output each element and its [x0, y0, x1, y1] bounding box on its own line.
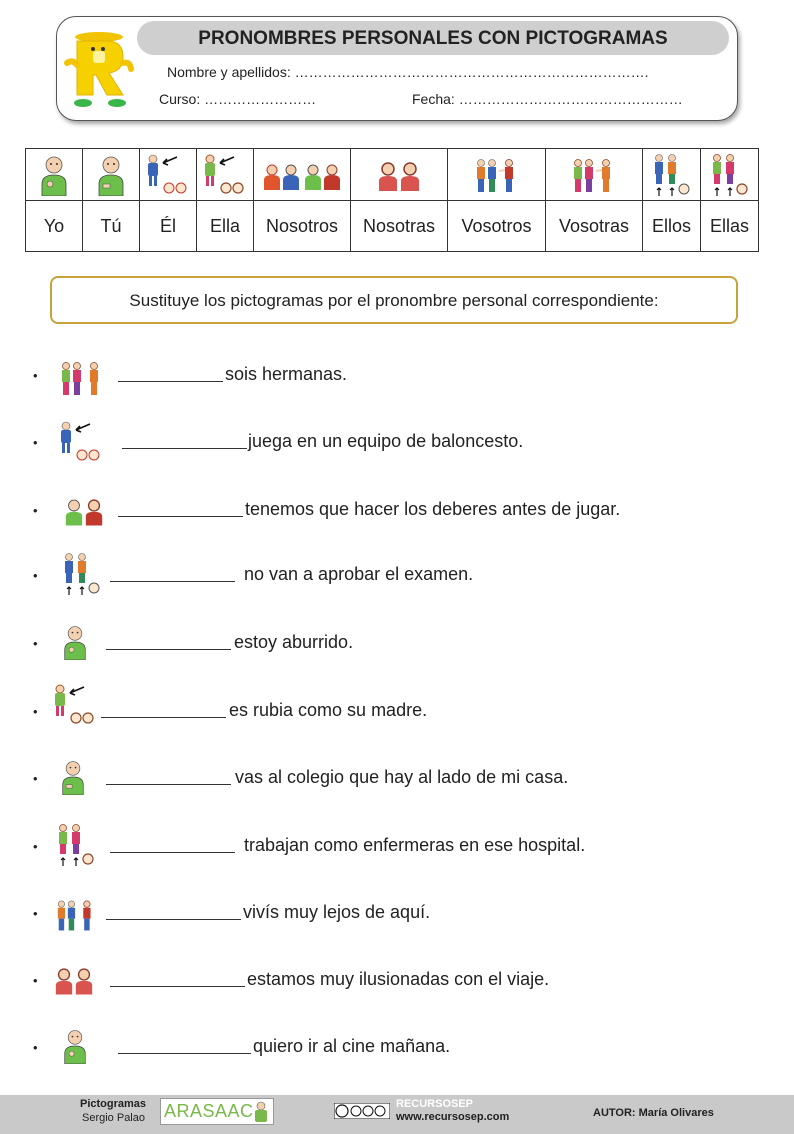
exercise-item: [0, 963, 794, 1003]
name-field[interactable]: Nombre y apellidos: ………………………………………………………………….: [167, 64, 649, 80]
pronoun-cell: [254, 149, 351, 201]
bullet: •: [33, 839, 38, 854]
date-field[interactable]: Fecha: …………………………………………: [412, 91, 683, 107]
pronoun-label: Vosotros: [448, 201, 546, 252]
exercise-item: [0, 493, 794, 533]
header-card: [56, 16, 738, 121]
author-credit: AUTOR: María Olivares: [593, 1107, 714, 1119]
pronoun-label: Nosotros: [254, 201, 351, 252]
exercise-item: [0, 558, 794, 598]
sentence-text: estamos muy ilusionadas con el viaje.: [247, 969, 550, 989]
pronoun-cell: [448, 149, 546, 201]
pronoun-label-row: [26, 201, 759, 252]
boy-pointing-self-icon: [62, 1028, 88, 1064]
boy-pointing-you-icon: [96, 154, 126, 196]
exercise-item: [0, 896, 794, 936]
you-plural-masculine-icon: [475, 158, 519, 192]
pronoun-cell: [351, 149, 448, 201]
boy-pointed-at-icon: [145, 154, 191, 196]
sentence-text: estoy aburrido.: [234, 632, 354, 652]
answer-blank[interactable]: [118, 516, 243, 517]
pronoun-picto-row: [26, 149, 759, 201]
pronoun-cell: [546, 149, 643, 201]
exercise-item: [0, 1030, 794, 1070]
sentence-text: no van a aprobar el examen.: [244, 564, 474, 584]
we-feminine-icon: [377, 159, 421, 191]
arasaac-mascot-icon: [252, 1101, 270, 1122]
course-field[interactable]: Curso: ……………………: [159, 91, 317, 107]
we-masculine-icon: [262, 160, 342, 190]
bullet: •: [33, 568, 38, 583]
you-plural-feminine-icon: [572, 158, 616, 192]
girl-pointed-at-icon: [202, 154, 248, 196]
sentence-text: sois hermanas.: [225, 364, 348, 384]
pronoun-label: Ellas: [701, 201, 759, 252]
pronoun-label: Ellos: [643, 201, 701, 252]
bullet: •: [33, 704, 38, 719]
they-masculine-icon: [652, 153, 692, 197]
pronoun-cell: [83, 149, 140, 201]
answer-blank[interactable]: [110, 581, 235, 582]
bullet: •: [33, 368, 38, 383]
pictos-author: Sergio Palao: [82, 1112, 145, 1124]
exercise-item: [0, 425, 794, 465]
exercise-item: [0, 829, 794, 869]
pronoun-cell: [701, 149, 759, 201]
bullet: •: [33, 636, 38, 651]
arasaac-logo: [160, 1098, 274, 1125]
answer-blank[interactable]: [110, 852, 235, 853]
pictos-label: Pictogramas: [80, 1098, 147, 1110]
girl-pointed-at-icon: [52, 684, 98, 726]
answer-blank[interactable]: [122, 448, 247, 449]
sentence-text: es rubia como su madre.: [229, 700, 428, 720]
pronoun-label: Nosotras: [351, 201, 448, 252]
exercise-item: [0, 626, 794, 666]
sentence-text: vivís muy lejos de aquí.: [243, 902, 431, 922]
they-feminine-icon: [56, 823, 96, 867]
arasaac-text: ARASAAC: [164, 1101, 254, 1121]
pronoun-label: Vosotras: [546, 201, 643, 252]
bullet: •: [33, 503, 38, 518]
bullet: •: [33, 906, 38, 921]
site-name: RECURSOSEP: [396, 1098, 474, 1110]
they-masculine-icon: [62, 552, 102, 596]
answer-blank[interactable]: [106, 919, 241, 920]
site-url[interactable]: www.recursosep.com: [396, 1111, 510, 1123]
sentence-text: juega en un equipo de baloncesto.: [248, 431, 524, 451]
pronoun-cell: [26, 149, 83, 201]
boy-pointing-self-icon: [62, 624, 88, 660]
you-plural-feminine-icon: [60, 360, 104, 396]
sentence-text: trabajan como enfermeras en ese hospital.: [244, 835, 586, 855]
bullet: •: [33, 435, 38, 450]
pronoun-label: Yo: [26, 201, 83, 252]
page-title: PRONOMBRES PERSONALES CON PICTOGRAMAS: [137, 21, 729, 55]
instruction-box: Sustituye los pictogramas por el pronombre personal correspondiente:: [50, 276, 738, 324]
footer-bar: [0, 1095, 794, 1134]
we-masculine-icon: [64, 495, 104, 527]
pronoun-cell: [197, 149, 254, 201]
boy-pointing-you-icon: [60, 759, 86, 795]
we-feminine-icon: [54, 965, 94, 995]
you-plural-masculine-icon: [56, 898, 96, 932]
bullet: •: [33, 973, 38, 988]
sentence-text: quiero ir al cine mañana.: [253, 1036, 451, 1056]
bullet: •: [33, 771, 38, 786]
exercise-item: [0, 761, 794, 801]
creative-commons-icon: [334, 1103, 390, 1119]
pronoun-cell: [140, 149, 197, 201]
boy-pointing-self-icon: [39, 154, 69, 196]
exercise-item: [0, 694, 794, 734]
answer-blank[interactable]: [118, 381, 223, 382]
they-feminine-icon: [710, 153, 750, 197]
answer-blank[interactable]: [110, 986, 245, 987]
answer-blank[interactable]: [106, 649, 231, 650]
pronoun-label: Ella: [197, 201, 254, 252]
answer-blank[interactable]: [101, 717, 226, 718]
pronoun-table: [25, 148, 759, 252]
pronoun-label: Tú: [83, 201, 140, 252]
exercise-item: [0, 358, 794, 398]
answer-blank[interactable]: [118, 1053, 251, 1054]
recursosep-logo: [63, 29, 135, 111]
sentence-text: tenemos que hacer los deberes antes de jugar.: [245, 499, 621, 519]
pronoun-label: Él: [140, 201, 197, 252]
answer-blank[interactable]: [106, 784, 231, 785]
bullet: •: [33, 1040, 38, 1055]
sentence-text: vas al colegio que hay al lado de mi casa.: [235, 767, 569, 787]
boy-pointed-at-icon: [58, 421, 104, 463]
pronoun-cell: [643, 149, 701, 201]
